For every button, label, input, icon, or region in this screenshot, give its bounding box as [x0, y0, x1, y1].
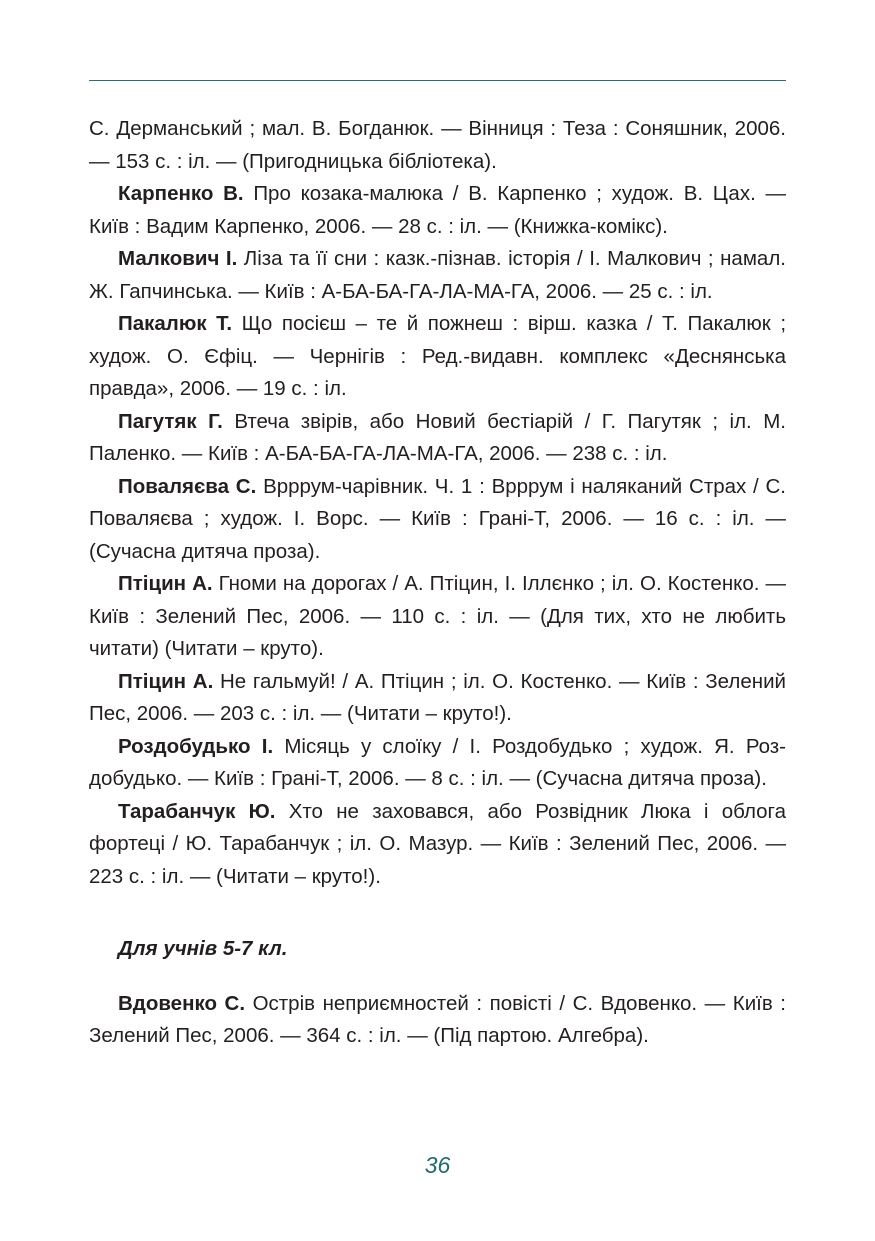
bibliography-entry [89, 406, 786, 471]
entry-text: Втеча звірів, або Новий бестіарій / Г. Пагутяк ; іл. М. Паленко. — Київ : А-БА-БА-ГА-ЛА-МА-ГА, 2006. — 238 с. : іл. [89, 409, 787, 465]
bibliography-entry [89, 666, 786, 731]
entry-author: Роздобудько І. [118, 734, 274, 758]
page-number: 36 [424, 1152, 451, 1178]
entry-text: Ліза та її сни : казк.-пізнав. історія / І. Малкович ; намал. Ж. Гапчинська. — Київ : А-БА-БА-ГА-ЛА-МА-ГА, 2006. — 25 с. : іл. [89, 247, 786, 303]
bibliography-entry [89, 178, 786, 243]
entry-author: Пакалюк Т. [118, 312, 233, 335]
entry-text: Не гальмуй! / А. Птіцин ; іл. О. Костенко. — Київ : Зелений Пес, 2006. — 203 с. : іл. — (Читати – круто!). [89, 669, 786, 725]
header-rule [89, 80, 786, 81]
entry-text: Гноми на дорогах / А. Птіцин, І. Іллєнко ; іл. О. Костенко. — Київ : Зелений Пес, 2006. — 110 с. : іл. — (Для тих, хто не любить читати) (Читати – круто). [89, 572, 786, 660]
entry-author: Поваляєва С. [118, 474, 257, 498]
entry-text: Врррум-чарівник. Ч. 1 : Врррум і наляканий Страх / С. Поваляєва ; худож. І. Ворс. — Київ : Грані-Т, 2006. — 16 с. : іл. — (Сучасна дитяча проза). [89, 474, 786, 563]
bibliography-entry [89, 988, 786, 1053]
entry-author: Тарабанчук Ю. [118, 799, 276, 823]
entry-author: Карпенко В. [118, 182, 244, 205]
bibliography-entry [89, 471, 786, 569]
entry-text: Острів неприємностей : повісті / С. Вдовенко. — Київ : Зелений Пес, 2006. — 364 с. : іл. — (Під партою. Алгебра). [89, 991, 786, 1047]
bibliography-entry [89, 308, 786, 406]
entry-list [89, 113, 786, 893]
bibliography-entry [89, 731, 786, 796]
entry-text: Хто не заховався, або Розвідник Люка і облога фортеці / Ю. Тарабанчук ; іл. О. Мазур. — Київ : Зелений Пес, 2006. — 223 с. : іл. — (Читати – круто!). [89, 799, 786, 888]
bibliography-entry [89, 568, 786, 666]
bibliography-entry [89, 243, 786, 308]
bibliography-entry [89, 113, 786, 178]
entry-text: Що посієш – те й пожнеш : вірш. казка / Т. Пакалюк ; худож. О. Єфіц. — Чернігів : Ред.-видавн. комплекс «Деснянська правда», 2006. — 19 с. : іл. [89, 312, 787, 400]
entry-author: Малкович І. [118, 247, 238, 270]
bibliography-entry [89, 796, 786, 894]
entry-author: Птіцин А. [118, 572, 213, 595]
entry-text: С. Дерманський ; мал. В. Богданюк. — Вінниця : Теза : Соняшник, 2006. — 153 с. : іл. — (Пригодницька бібліотека). [89, 117, 786, 173]
entry-text: Місяць у слоїку / І. Роздобудько ; худож. Я. Роздобудько. — Київ : Грані-Т, 2006. — 8 с. : іл. — (Сучасна дитяча проза). [89, 734, 786, 790]
bibliography-content [89, 113, 786, 1053]
entry-list-grade-5-7 [89, 988, 786, 1053]
entry-author: Птіцин А. [118, 669, 214, 693]
entry-author: Вдовенко С. [118, 991, 246, 1015]
entry-author: Пагутяк Г. [118, 409, 223, 433]
entry-text: Про козака-малюка / В. Карпенко ; худож. В. Цах. — Київ : Вадим Карпенко, 2006. — 28 с. : іл. — (Книжка-комікс). [89, 182, 786, 238]
section-heading: Для учнів 5-7 кл. [118, 937, 288, 960]
